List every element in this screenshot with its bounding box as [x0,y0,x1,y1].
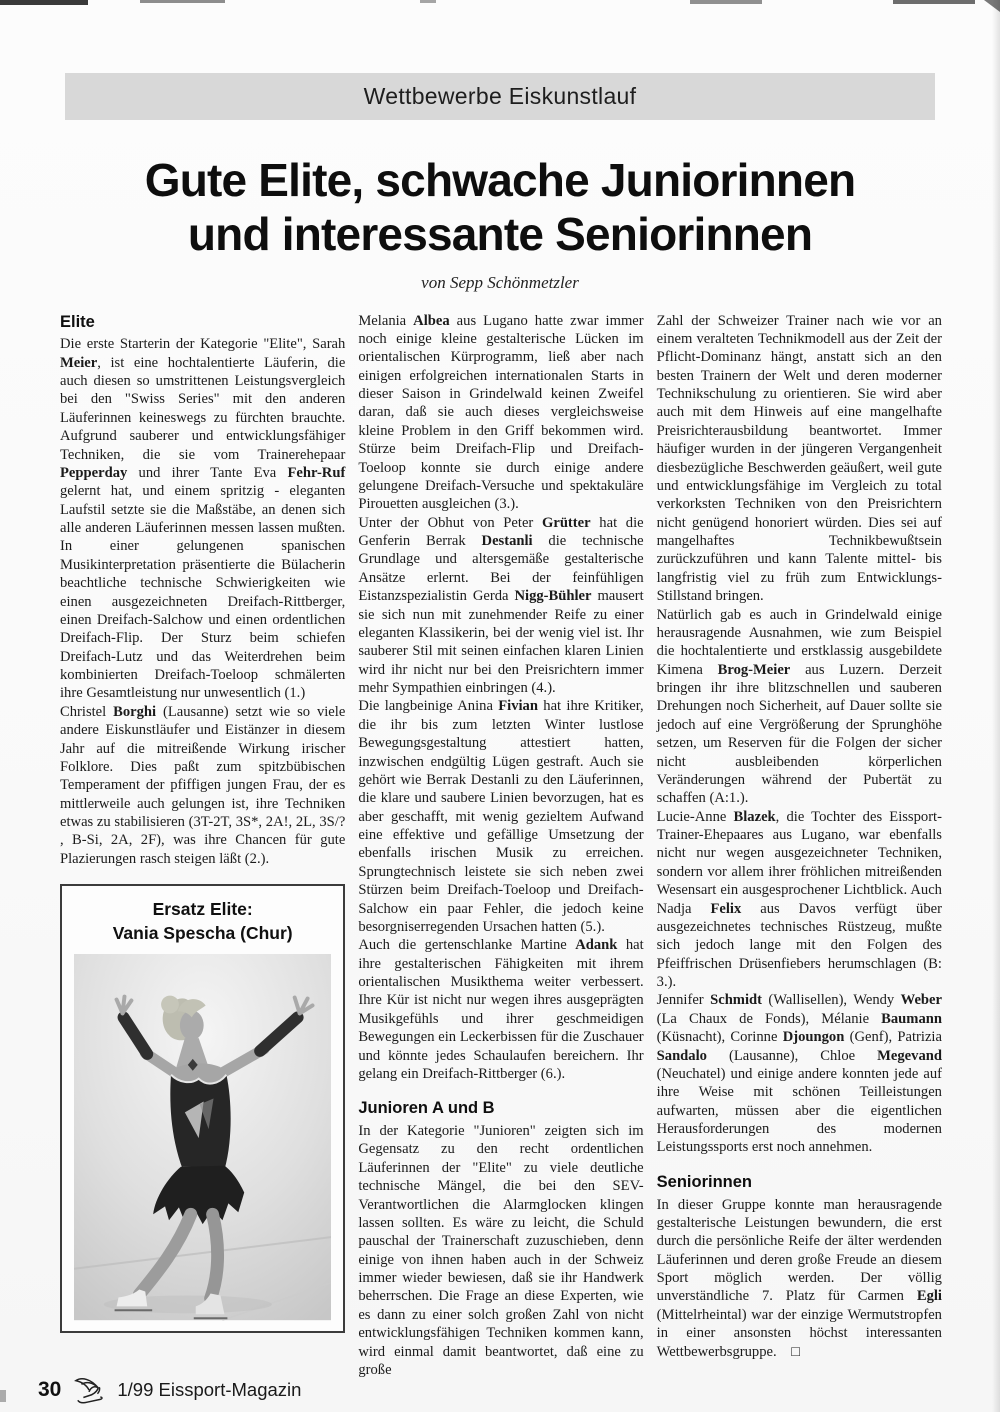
scan-artifact [690,0,762,4]
paragraph: Lucie-Anne Blazek, die Tochter des Eissport-Trainer-Ehepaares aus Lugano, war ebenfalls nicht nur wegen ausgezeichneter Techniken, sondern vor allem ihrer fröhlichen mitreißenden Wesensart ein ausgesprochener Lichtblick. Auch Nadja Felix aus Davos verfügt über ausgezeichnetes technisches Rüstzeug, mußte sich jedoch lange mit den Folgen des Pfeiffrischen Drüsenfiebers herumschlagen (B: 3.). [656,808,942,991]
skater-photo [74,954,331,1320]
section-heading-seniorinnen: Seniorinnen [656,1172,752,1191]
section-heading-junioren: Junioren A und B [358,1099,495,1118]
paragraph: Natürlich gab es auch in Grindelwald einige herausragende Ausnahmen, wie zum Beispiel die hochtalentierte und erstklassig ausgebildete Kimena Brog-Meier aus Luzern. Derzeit bringen ihr ihre blitzschnellen und sauberen Drehungen noch Sicherheit, auf Dauer sollte sie jedoch auf eine Vergrößerung der Sprunghöhe setzen, um Reserven für die Folgen der sicher nicht ausbleibenden körperlichen Veränderungen während der Pubertät zu schaffen (A:1.). [656,606,942,807]
title-line-1: Gute Elite, schwache Juniorinnen [144,154,856,206]
page-footer [38,1375,301,1405]
paragraph: Unter der Obhut von Peter Grütter hat die Genferin Berrak Destanli die technische Grundlage und altersgemäße gestalterische Ansätze erlernt. Bei der feinfühligen Eistanzspezialistin Gerda Nigg-Bühler mausert sie sich nun mit zunehmender Reife zu einer eleganten Klassikerin, bei der wenig viel ist. Ihr sauberer Stil mit seinen einfachen klaren Linien wird ihr nicht nur bei den Preisrichtern immer mehr Sympathien einbringen (4.). [358,514,644,697]
kicker-banner [65,73,935,120]
scan-artifact [0,0,88,5]
page-edge-shading [992,0,1000,1412]
paragraph: Auch die gertenschlanke Martine Adank hat ihre gestalterischen Fähigkeiten mit ihrem orientalischen Musikthema weiter verbessert. Ihre Kür ist nicht nur wegen ihres ausgeprägten Musikgefühls und ihrer geschmeidigen Bewegungen ein Leckerbissen für die Zuschauer und könnte jedes Schaulaufen bereichern. Ihr gelang ein Dreifach-Rittberger (6.). [358,937,644,1082]
paragraph: In dieser Gruppe konnte man herausragende gestalterische Leistungen bewundern, die erst durch die persönliche Reife der älter werdenden Läuferinnen und deren große Freude an diesem Sport möglich werden. Der völlig unverständliche 7. Platz für Carmen Egli (Mittelrheintal) war der einzige Wermutstropfen in einer ansonsten höchst interessanten Wettbewerbsgruppe. □ [656,1196,942,1360]
paragraph: Die erste Starterin der Kategorie "Elite", Sarah Meier, ist eine hochtalentierte Läuferin, die auch diesen so umstrittenen Leistungsvergleich bei den "Swiss Series" mit den anderen Läuferinnen keineswegs zu fürchten brauchte. Aufgrund sauberer und entwicklungsfähiger Techniken, die sie vom Trainerehepaar Pepperday und ihrer Tante Eva Fehr-Ruf gelernt hat, und einem spritzig - eleganten Laufstil setzte sie die Maßstäbe, an denen sich alle anderen Läuferinnen messen lassen mußten. In einer gelungenen spanischen Musikinterpretation präsentierte die Bülacherin beachtliche technische Schwierigkeiten wie einen ausgezeichneten Dreifach-Rittberger, einen Dreifach-Salchow und einen ordentlichen Dreifach-Flip. Der Sturz beim schiefen Dreifach-Lutz und das Weiterdrehen beim kombinierten Dreifach-Toeloop schmälerten ihre Gesamtleistung nur unwesentlich (1.) [60,336,346,702]
figure-box [60,884,345,1332]
scan-artifact [420,0,436,3]
column-left [60,312,345,1380]
paragraph: Zahl der Schweizer Trainer nach wie vor an einem veralteten Technikmodell aus der Zeit der Pflicht-Dominanz hängt, anstatt sich an den besten Trainern der Welt und deren moderner Technikschulung zu orientieren. Sie wird aber auch mit dem Hinweis auf eine mangelhafte Preisrichterausbildung beantwortet. Immer häufiger wurden in der jüngeren Vergangenheit diesbezügliche Beschwerden geäußert, weil gute und entwicklungsfähige im Vergleich zu total verkorksten Techniken von den Preisrichtern nicht genügend honoriert würden. Dies sei auf mangelhaftes Technikbewußtsein zurückzuführen und kann Talente mittel- bis langfristig viel zu früh zum Entwicklungs-Stillstand bringen. [656,312,942,605]
article-title [0,153,1000,262]
issue-label: 1/99 Eissport-Magazin [117,1379,302,1400]
page-number: 30 [38,1378,62,1401]
scan-artifact [0,1390,6,1402]
figure-caption-line-1: Ersatz Elite: [152,899,253,920]
article-body [60,312,942,1380]
kicker-text: Wettbewerbe Eiskunstlauf [363,83,637,109]
figure-caption-line-2: Vania Spescha (Chur) [112,922,293,943]
column-middle [358,312,643,1380]
paragraph: In der Kategorie "Junioren" zeigten sich im Gegensatz zu den recht ordentlichen Läuferinnen der "Elite" zu viele deutliche technische Mängel, die bei den SEV-Verantwortlichen die Alarmglocken klingen lassen sollten. Es wäre zu leicht, die Schuld pauschal der Trainerschaft zuzuschieben, denn einige von ihnen haben auch in der Schweiz immer wieder bewiesen, daß sie ihr Handwerk beherrschen. Die Frage an diese Experten, wie es dann zu einer solch großen Zahl von nicht entwicklungsfähigen Techniken kommen kann, wird einmal damit beantwortet, daß eine zu große [358,1123,644,1378]
byline: von Sepp Schönmetzler [421,272,579,292]
title-line-2: und interessante Seniorinnen [187,208,813,261]
paragraph: Die langbeinige Anina Fivian hat ihre Kritiker, die ihr bis zum letzten Winter lustlose Bewegungsgestaltung attestiert hatten, inzwischen endgültig Lügen gestraft. Auch sie gehört wie Berrak Destanli zu den Läuferinnen, die klare und saubere Linien bevorzugen, hat es aber geschafft, mit wenig gezieltem Aufwand eine effektive und gefällige Umsetzung der ebenfalls irischen Musik zu erreichen. Sprungtechnisch leistete sie sich neben zwei Stürzen beim Dreifach-Toeloop und Dreifach-Salchow ein paar Fehler, die jedoch keine besorgniserregenden Ursachen hatten (5.). [358,698,644,935]
figure-caption [74,898,331,945]
scan-artifact [893,0,975,4]
section-heading-elite: Elite [60,312,95,331]
paragraph: Jennifer Schmidt (Wallisellen), Wendy Weber (La Chaux de Fonds), Mélanie Baumann (Küsnacht), Corinne Djoungon (Genf), Patrizia Sandalo (Lausanne), Chloe Megevand (Neuchatel) und einige andere konnten jede auf ihre Weise mit schönen Teilleistungen aufwarten, müssen aber die eigentlichen Herausforderungen des modernen Leistungssports erst noch annehmen. [656,992,942,1156]
paragraph: Melania Albea aus Lugano hatte zwar immer noch einige kleine gestalterische Lücken im orientalischen Kürprogramm, ließ aber nach einigen erfolgreichen internationalen Starts in dieser Saison in Grindelwald keinen Zweifel daran, daß sie auch dieses vergleichsweise kleine Problem in den Griff bekommen wird. Stürze beim Dreifach-Flip und Dreifach-Toeloop konnte sie durch einige andere gelungene Dreifach-Versuche und spektakuläre Pirouetten ausgleichen (3.). [358,312,644,513]
column-right [657,312,942,1380]
paragraph: Christel Borghi (Lausanne) setzt wie so viele andere Eiskunstläufer und Eistänzer in diesem Jahr auf die mitreißende Wirkung irischer Folklore. Dies paßt zum spitzbübischen Temperament der pfiffigen jungen Frau, der es mittlerweile auch gelungen ist, ihre Techniken etwas zu stabilisieren (3T-2T, 3S*, 2A!, 2L, 3S/? , B-Si, 2A, 2F), was ihre Chancen für gute Plazierungen rasch steigen läßt (2.). [60,703,346,867]
winged-skate-logo-icon [70,1375,108,1405]
scan-artifact [140,0,225,3]
